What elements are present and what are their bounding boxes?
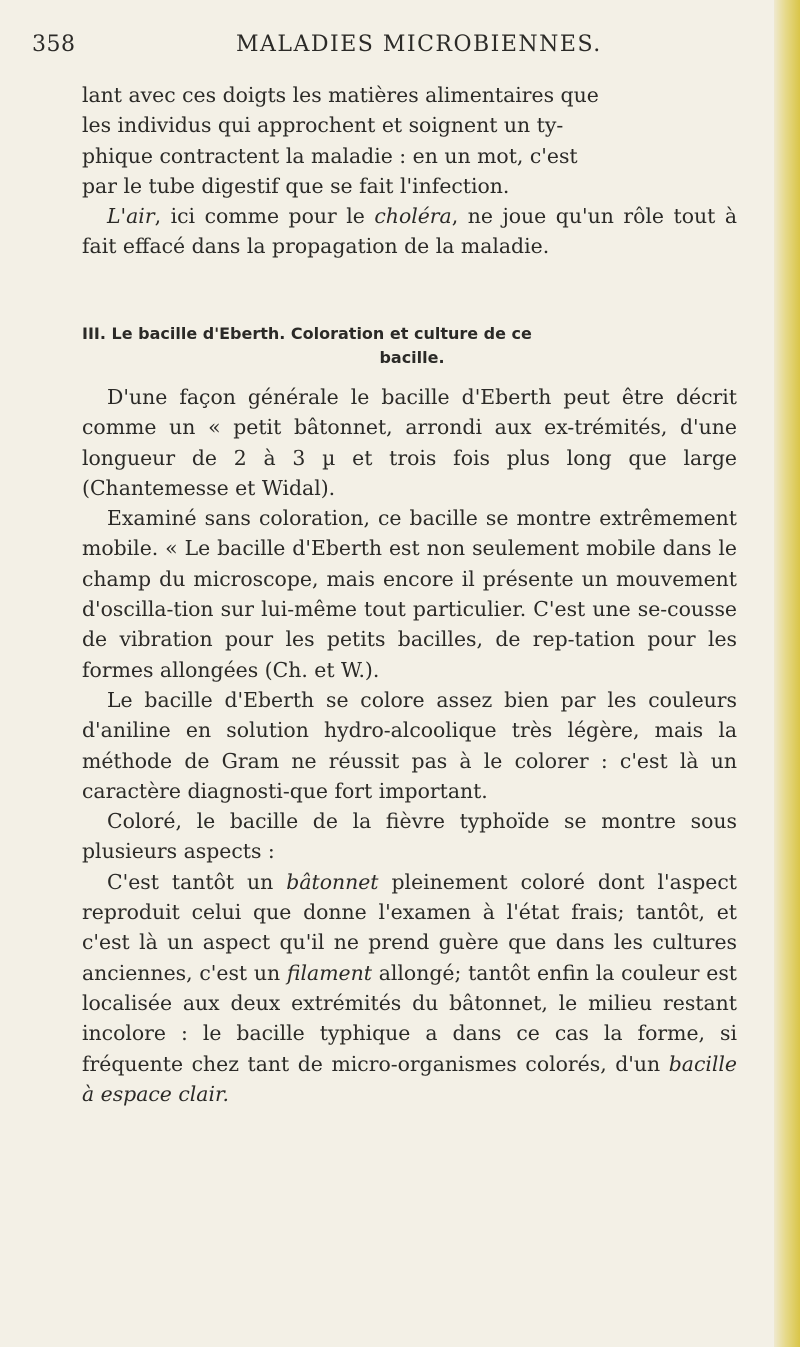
- paragraph-3: D'une façon générale le bacille d'Eberth peut être décrit comme un « petit bâtonnet, arrondi aux ex-trémités, d'une longueur de 2 à 3 µ et trois fois plus long que large (Chantemesse et Widal).: [82, 385, 737, 500]
- text-block-main: [82, 382, 737, 1109]
- emphasis: bâtonnet: [286, 869, 379, 894]
- emphasis: bacille à espace clair.: [82, 1051, 737, 1106]
- text-run: , ne joue qu'un rôle tout à fait effacé dans la propagation de la maladie.: [82, 204, 737, 259]
- page-edge: [774, 0, 800, 1347]
- page-header: [32, 24, 752, 64]
- paragraph-7: [82, 867, 737, 1109]
- paragraph-4: Examiné sans coloration, ce bacille se montre extrêmement mobile. « Le bacille d'Eberth est non seulement mobile dans le champ du microscope, mais encore il présente un mouvement d'oscilla-tion sur lui-même tout particulier. C'est une se-cousse de vibration pour les petits bacilles, de rep-tation pour les formes allongées (Ch. et W.).: [82, 506, 737, 682]
- running-title: MALADIES MICROBIENNES.: [236, 32, 602, 57]
- text-run: allongé; tantôt enfin la couleur est localisée aux deux extrémités du bâtonnet, le milieu restant incolore : le bacille typhique a dans ce cas la forme, si fréquente chez tant de micro-organismes colorés, d'un: [82, 960, 737, 1076]
- line: lant avec ces doigts les matières alimentaires que: [82, 83, 599, 107]
- paragraph-1: [82, 80, 737, 201]
- paragraph-5: Le bacille d'Eberth se colore assez bien par les couleurs d'aniline en solution hydro-alcoolique très légère, mais la méthode de Gram ne réussit pas à le colorer : c'est là un caractère diagnosti-que fort important.: [82, 687, 737, 803]
- paragraph-2: [82, 201, 737, 262]
- emphasis: L'air: [107, 204, 155, 229]
- paragraph-6: Coloré, le bacille de la fièvre typhoïde se montre sous plusieurs aspects :: [82, 809, 737, 864]
- emphasis: filament: [286, 960, 372, 985]
- line: les individus qui approchent et soignent un ty-: [82, 113, 564, 138]
- text-block-top: [82, 80, 737, 262]
- section-heading-line-2: bacille.: [379, 348, 445, 367]
- text-run: , ici comme pour le: [154, 204, 375, 229]
- line: par le tube digestif que se fait l'infection.: [82, 173, 510, 198]
- line: phique contractent la maladie : en un mot, c'est: [82, 143, 578, 168]
- section-heading: [82, 322, 742, 370]
- section-heading-line-1: III. Le bacille d'Eberth. Coloration et culture de ce: [82, 324, 532, 343]
- text-run: C'est tantôt un: [107, 869, 287, 894]
- emphasis: choléra: [374, 204, 452, 229]
- page-number: 358: [32, 32, 76, 57]
- text-run: pleinement coloré dont l'aspect reproduit celui que donne l'examen à l'état frais; tantôt, et c'est là un aspect qu'il ne prend guère que dans les cultures anciennes, c'est un: [82, 869, 737, 985]
